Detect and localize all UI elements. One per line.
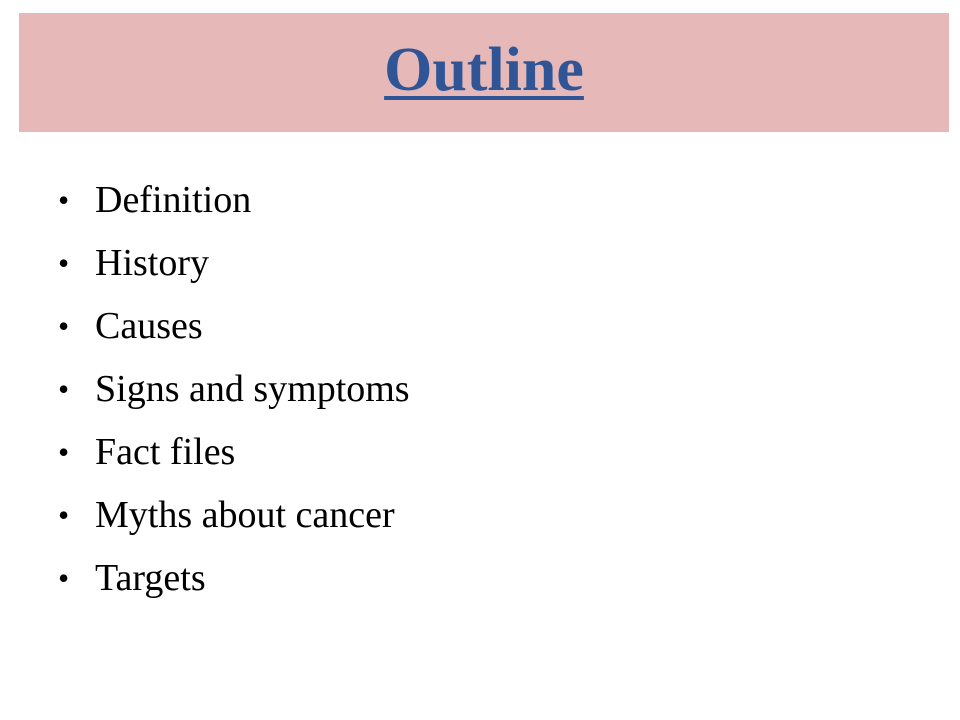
bullet-icon: •: [58, 182, 70, 218]
bullet-icon: •: [58, 245, 70, 281]
outline-item-label: Definition: [95, 179, 252, 221]
title-bar: [19, 13, 949, 132]
bullet-icon: •: [58, 371, 70, 407]
bullet-icon: •: [58, 308, 70, 344]
outline-item-label: Causes: [95, 305, 203, 347]
outline-item-label: History: [95, 242, 209, 284]
bullet-icon: •: [58, 560, 70, 596]
outline-item-label: Fact files: [95, 431, 236, 473]
bullet-icon: •: [58, 497, 70, 533]
bullet-icon: •: [58, 434, 70, 470]
outline-item-label: Myths about cancer: [95, 494, 395, 536]
outline-item-label: Signs and symptoms: [95, 368, 410, 410]
slide-title: Outline: [384, 36, 584, 104]
outline-item-label: Targets: [95, 557, 206, 599]
